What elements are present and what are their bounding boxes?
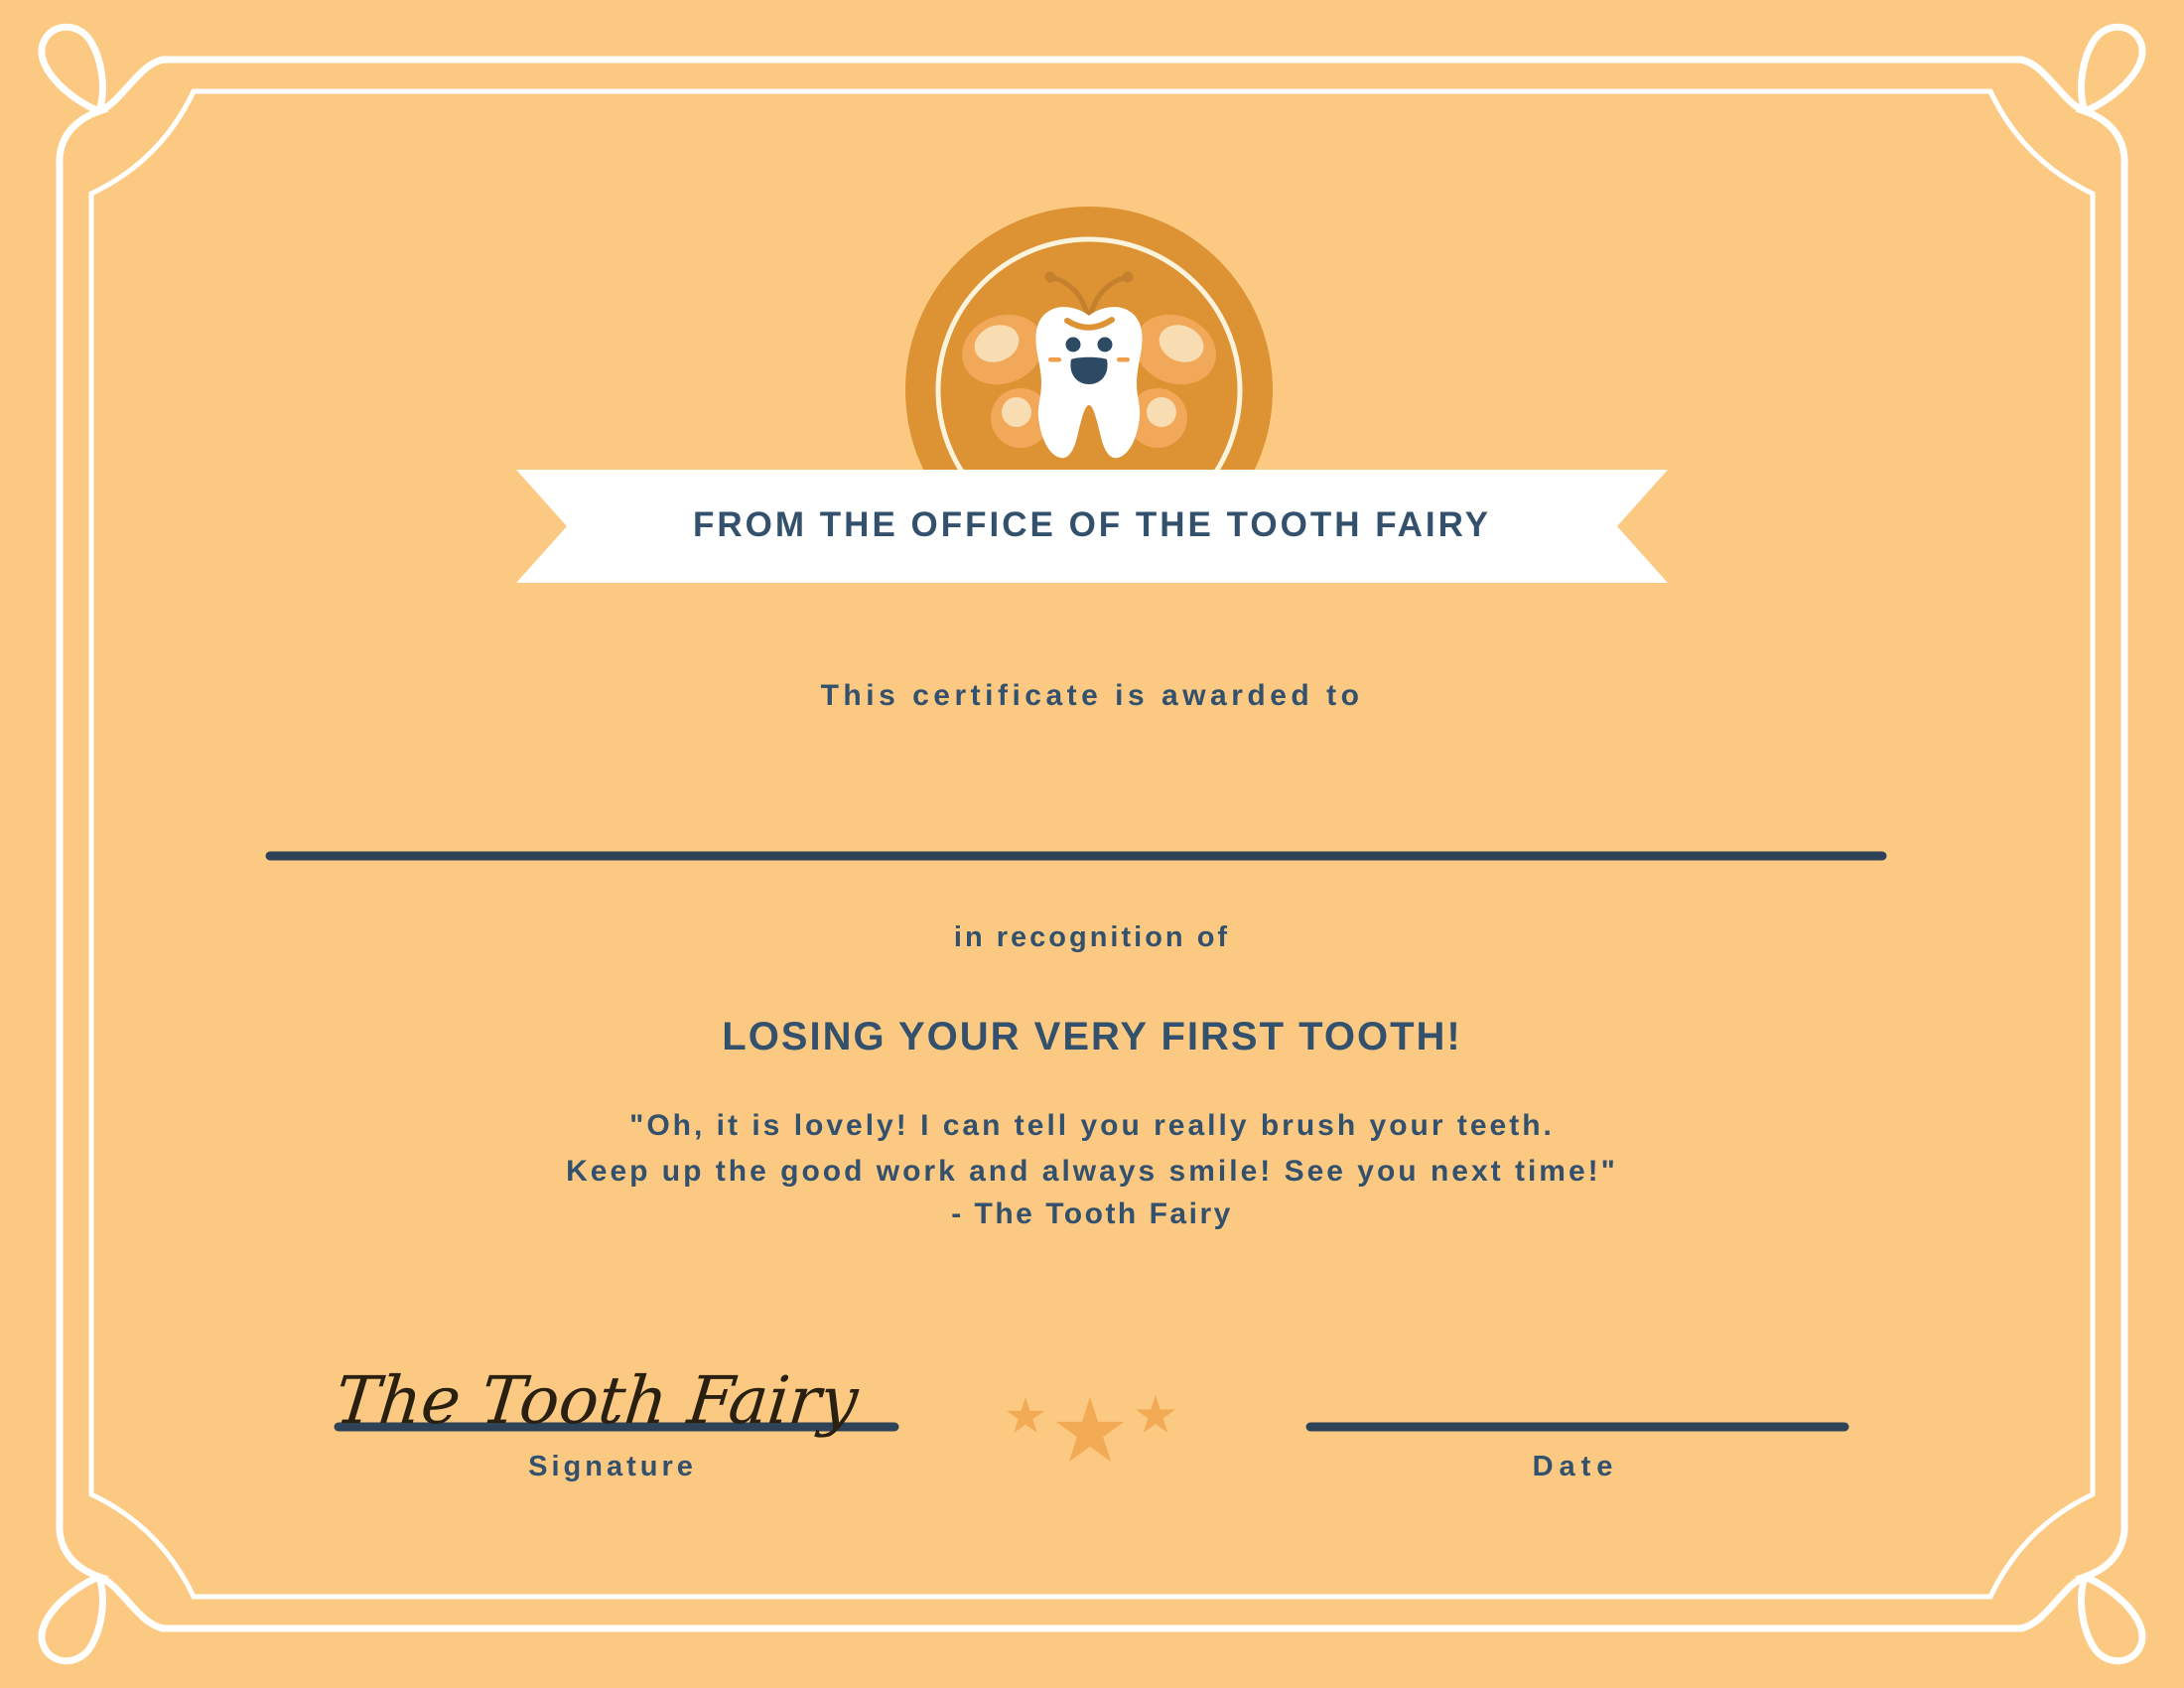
signature-script: The Tooth Fairy [332, 1362, 862, 1439]
quote-line-1: "Oh, it is lovely! I can tell you really brush your teeth. [629, 1109, 1555, 1142]
stars-decoration [1007, 1395, 1175, 1462]
recognition-line: in recognition of [953, 921, 1231, 953]
quote-attribution [951, 1197, 1233, 1231]
star-icon [1007, 1397, 1044, 1433]
awarded-line: This certificate is awarded to [820, 679, 1364, 712]
signature-label: Signature [528, 1451, 697, 1482]
star-icon [1056, 1397, 1124, 1462]
date-label: Date [1532, 1451, 1619, 1482]
banner-title: FROM THE OFFICE OF THE TOOTH FAIRY [693, 505, 1491, 544]
attribution-name: The Tooth Fairy [974, 1197, 1233, 1230]
achievement-title: LOSING YOUR VERY FIRST TOOTH! [722, 1015, 1462, 1058]
star-icon [1136, 1395, 1175, 1433]
attribution-prefix: - [951, 1197, 975, 1230]
quote-line-2: Keep up the good work and always smile! See you next time!" [566, 1155, 1618, 1188]
